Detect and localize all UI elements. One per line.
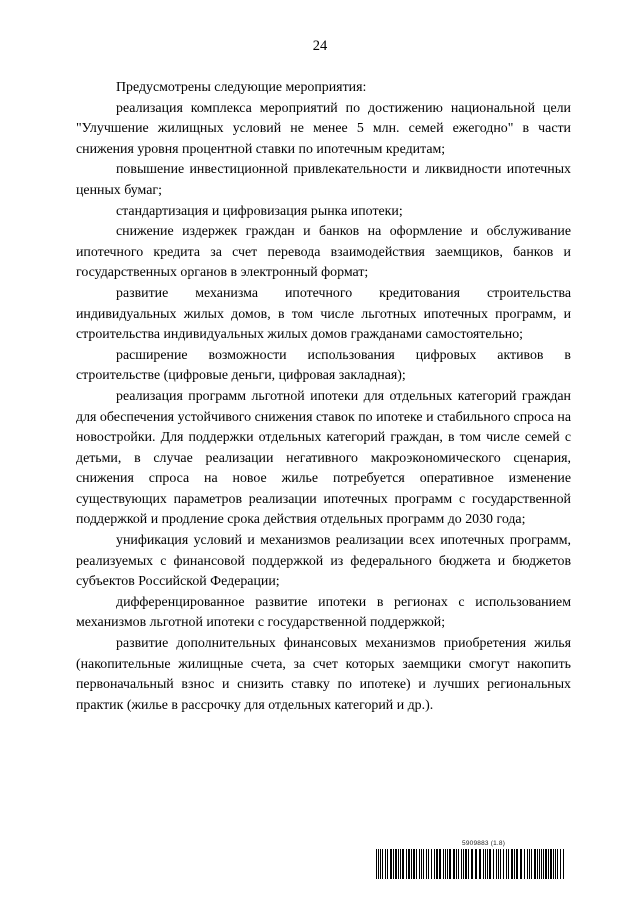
- paragraph-intro: Предусмотрены следующие мероприятия:: [116, 80, 367, 95]
- paragraph-digital-assets: расширение возможности использования цифровых активов в строительстве (цифровые деньги, цифровая закладная);: [76, 347, 571, 384]
- paragraph-investment-attractiveness: повышение инвестиционной привлекательности и ликвидности ипотечных ценных бумаг;: [76, 162, 571, 198]
- paragraph-cost-reduction: снижение издержек граждан и банков на оформление и обслуживание ипотечного кредита за счет перевода взаимодействия заемщиков, банков и государственных органов в электронный формат;: [76, 224, 571, 281]
- paragraph-unification: унификация условий и механизмов реализации всех ипотечных программ, реализуемых с финансовой поддержкой из федерального бюджета и бюджетов субъектов Российской Федерации;: [76, 533, 571, 590]
- page-number: 24: [312, 38, 328, 54]
- paragraph-additional-mechanisms: развитие дополнительных финансовых механизмов приобретения жилья (накопительные жилищные счета, за счет которых заемщики смогут накопить первоначальный взнос и снизить ставку по ипотеке) и лучших региональных практик (жилье в рассрочку для отдельных категорий и др.).: [76, 636, 571, 713]
- document-body: [76, 78, 571, 716]
- paragraph-preferential-mortgage: реализация программ льготной ипотеки для отдельных категорий граждан для обеспечения устойчивого снижения ставок по ипотеке и стабильного спроса на новостройки. Для поддержки отдельных категорий граждан, в том числе семей с детьми, в случае реализации негативного макроэкономического сценария, снижения спроса на новое жилье потребуется оперативное изменение существующих параметров реализации ипотечных программ с государственной поддержкой и продление срока действия отдельных программ до 2030 года;: [76, 388, 571, 528]
- barcode-icon: [376, 849, 566, 879]
- document-id: 5909883 (1.8): [462, 840, 506, 847]
- paragraph-standardization: стандартизация и цифровизация рынка ипотеки;: [116, 203, 403, 219]
- paragraph-national-goal: реализация комплекса мероприятий по достижению национальной цели "Улучшение жилищных условий не менее 5 млн. семей ежегодно" в части снижения уровня процентной ставки по ипотечным кредитам;: [76, 100, 571, 157]
- paragraph-individual-housing: развитие механизма ипотечного кредитования строительства индивидуальных жилых домов, в том числе льготных ипотечных программ, и строительства индивидуальных жилых домов гражданами самостоятельно;: [76, 285, 571, 343]
- paragraph-regional-development: дифференцированное развитие ипотеки в регионах с использованием механизмов льготной ипотеки с государственной поддержкой;: [76, 594, 571, 631]
